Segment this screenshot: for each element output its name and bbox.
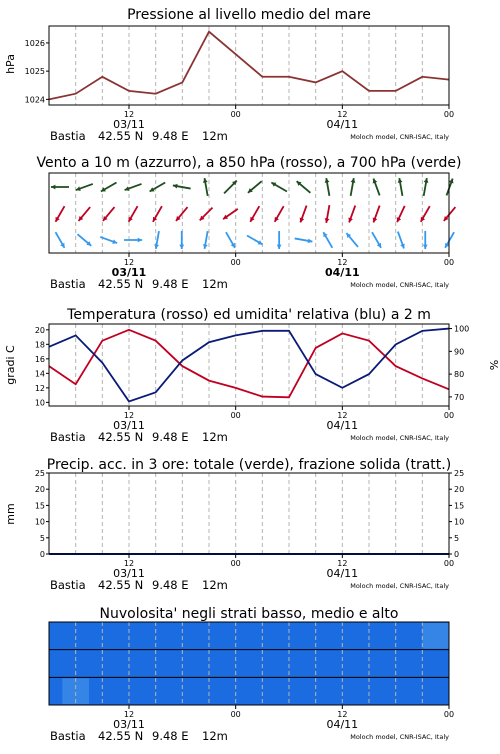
station-elevation: 12m	[202, 277, 228, 291]
temperature-panel	[4, 307, 500, 444]
date-label: 04/11	[326, 118, 359, 131]
model-credit: Moloch model, CNR-ISAC, Italy	[350, 733, 449, 741]
station-name: Bastia	[50, 430, 86, 444]
x-tick-label: 00	[230, 710, 241, 719]
y-tick-label: 10	[34, 398, 45, 408]
y-right-tick-label: 70	[454, 392, 465, 402]
station-longitude: 9.48 E	[152, 129, 189, 143]
x-tick-label: 00	[443, 110, 455, 119]
precipitation-ylabel: mm	[4, 503, 17, 525]
y-tick-label: 25	[34, 469, 45, 478]
x-tick-label: 12	[337, 110, 348, 119]
y-tick-label: 1024	[24, 95, 45, 105]
pressure-ylabel: hPa	[4, 54, 17, 74]
y-tick-label: 5	[39, 533, 45, 543]
x-tick-label: 00	[443, 258, 455, 267]
x-tick-label: 00	[230, 258, 241, 267]
date-label: 04/11	[326, 718, 359, 731]
cloud-cover-cell-light	[422, 623, 449, 649]
x-tick-label: 12	[337, 559, 348, 568]
model-credit: Moloch model, CNR-ISAC, Italy	[350, 281, 449, 289]
station-elevation: 12m	[202, 129, 228, 143]
x-tick-label: 12	[123, 710, 135, 719]
y-tick-label: 16	[34, 354, 45, 364]
y-tick-label: 1026	[24, 38, 45, 48]
model-credit: Moloch model, CNR-ISAC, Italy	[350, 582, 449, 590]
wind-arrow-head	[138, 238, 142, 243]
model-credit: Moloch model, CNR-ISAC, Italy	[350, 133, 449, 141]
station-latitude: 42.55 N	[98, 729, 144, 743]
station-name: Bastia	[50, 277, 86, 291]
y-right-tick-label: 0	[454, 550, 460, 559]
wind-arrow-head	[423, 245, 428, 249]
station-latitude: 42.55 N	[98, 578, 144, 592]
x-tick-label: 12	[123, 110, 135, 119]
station-latitude: 42.55 N	[98, 277, 144, 291]
station-longitude: 9.48 E	[152, 578, 189, 592]
station-elevation: 12m	[202, 729, 228, 743]
wind-title: Vento a 10 m (azzurro), a 850 hPa (rosso), a 700 hPa (verde)	[36, 155, 462, 171]
wind-arrow-head	[51, 185, 55, 190]
cloud-cover-fill	[49, 622, 449, 705]
y-right-tick-label: 10	[454, 517, 465, 527]
temperature-line	[49, 330, 449, 397]
temperature-ylabel: gradi C	[4, 345, 17, 385]
temperature-axes-frame	[49, 324, 449, 406]
x-tick-label: 00	[443, 559, 455, 568]
wind-arrow-head	[179, 245, 184, 249]
y-tick-label: 14	[34, 369, 45, 379]
precipitation-title: Precip. acc. in 3 ore: totale (verde), frazione solida (tratt.)	[46, 457, 452, 473]
station-longitude: 9.48 E	[152, 277, 189, 291]
y-tick-label: 1025	[24, 67, 45, 77]
x-tick-label: 00	[443, 411, 455, 420]
y-right-tick-label: 5	[454, 533, 460, 543]
station-name: Bastia	[50, 578, 86, 592]
date-label: 03/11	[113, 118, 145, 131]
x-tick-label: 00	[230, 559, 241, 568]
x-tick-label: 12	[123, 258, 135, 267]
station-elevation: 12m	[202, 578, 228, 592]
pressure-panel	[4, 7, 454, 143]
pressure-line	[49, 32, 449, 100]
date-label: 03/11	[113, 718, 145, 731]
station-elevation: 12m	[202, 430, 228, 444]
precipitation-axes-frame	[49, 473, 449, 554]
date-label: 04/11	[326, 419, 359, 432]
y-tick-label: 20	[34, 485, 45, 495]
humidity-ylabel: %	[487, 359, 500, 371]
date-label: 03/11	[113, 419, 145, 432]
y-right-tick-label: 20	[454, 485, 465, 495]
model-credit: Moloch model, CNR-ISAC, Italy	[350, 434, 449, 442]
x-tick-label: 00	[443, 710, 455, 719]
station-longitude: 9.48 E	[152, 729, 189, 743]
pressure-title: Pressione al livello medio del mare	[127, 7, 371, 23]
date-label: 04/11	[326, 567, 359, 580]
precipitation-panel	[4, 457, 464, 592]
x-tick-label: 12	[337, 411, 348, 420]
y-tick-label: 0	[39, 550, 45, 559]
station-name: Bastia	[50, 129, 86, 143]
station-name: Bastia	[50, 729, 86, 743]
x-tick-label: 00	[230, 110, 241, 119]
y-tick-label: 18	[34, 340, 45, 350]
date-label: 04/11	[325, 266, 360, 279]
station-longitude: 9.48 E	[152, 430, 189, 444]
y-right-tick-label: 80	[454, 370, 465, 380]
x-tick-label: 12	[123, 411, 135, 420]
x-tick-label: 12	[337, 258, 348, 267]
x-tick-label: 00	[230, 411, 241, 420]
station-latitude: 42.55 N	[98, 430, 144, 444]
wind-panel	[36, 155, 461, 291]
y-right-tick-label: 15	[454, 501, 465, 511]
y-tick-label: 20	[34, 325, 45, 335]
date-label: 03/11	[113, 567, 145, 580]
x-tick-label: 12	[337, 710, 348, 719]
wind-arrow-head	[277, 245, 282, 249]
temperature-title: Temperatura (rosso) ed umidita' relativa (blu) a 2 m	[67, 307, 431, 323]
y-right-tick-label: 100	[454, 324, 470, 334]
humidity-line	[49, 329, 449, 402]
y-tick-label: 10	[34, 517, 45, 527]
y-tick-label: 12	[34, 383, 45, 393]
x-tick-label: 12	[123, 559, 135, 568]
y-right-tick-label: 90	[454, 347, 465, 357]
y-right-tick-label: 25	[454, 469, 465, 478]
cloud-panel	[49, 606, 454, 743]
station-latitude: 42.55 N	[98, 129, 144, 143]
date-label: 03/11	[111, 266, 147, 279]
y-tick-label: 15	[34, 501, 45, 511]
cloud-title: Nuvolosita' negli strati basso, medio e alto	[99, 606, 399, 622]
